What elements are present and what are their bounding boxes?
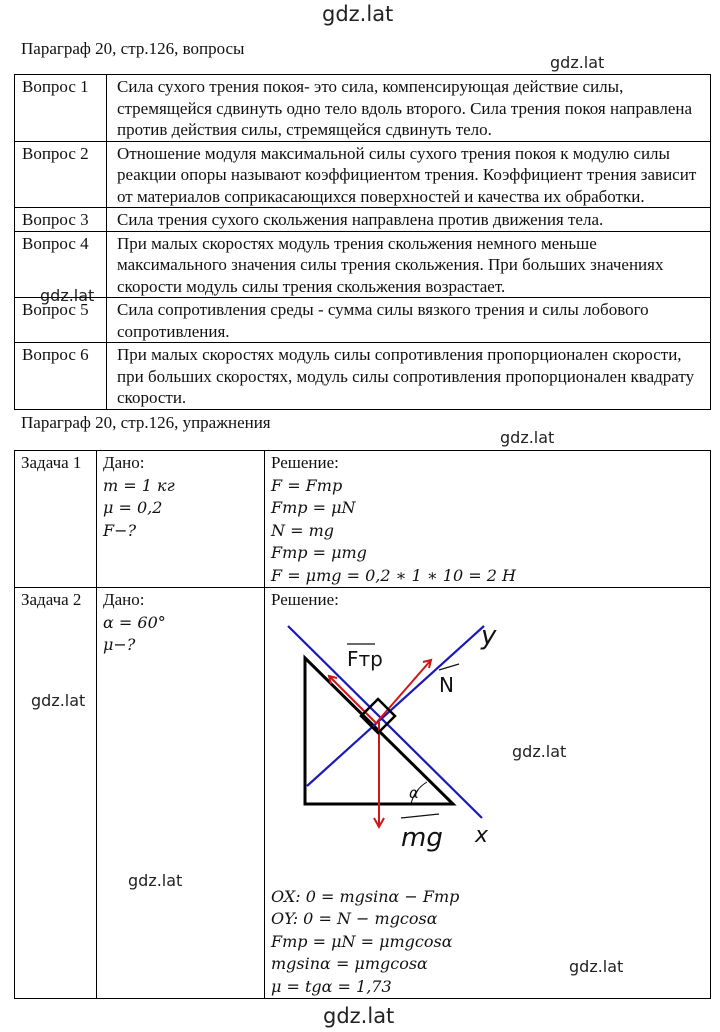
section-title-questions: Параграф 20, стр.126, вопросы — [21, 39, 245, 58]
solution-line: mgsinα = μmgcosα — [271, 954, 428, 973]
task-solution — [265, 451, 711, 588]
given-title: Дано: — [103, 590, 145, 609]
watermark: gdz.lat — [500, 428, 555, 447]
tasks-table — [14, 450, 711, 999]
table-row — [15, 208, 711, 232]
solution-line: F = Fтр — [271, 475, 343, 495]
questions-table — [14, 74, 711, 410]
task-label: Задача 1 — [15, 451, 97, 588]
solution-line: μ = tgα = 1,73 — [271, 976, 392, 996]
solution-line: Fтр = μmg — [271, 543, 367, 562]
table-row — [15, 75, 711, 142]
question-answer: При малых скоростях модуль трения скольжения немного меньше максимального значения силы трения скольжения. При больших значениях скорости модуль силы трения скольжения возрастает. — [107, 231, 711, 298]
table-row — [15, 141, 711, 208]
y-axis-line — [307, 626, 484, 786]
solution-title: Решение: — [271, 590, 339, 609]
question-label: Вопрос 2 — [15, 141, 107, 208]
given-line: m = 1 кг — [103, 475, 175, 495]
table-row — [15, 298, 711, 343]
watermark: gdz.lat — [128, 871, 183, 890]
solution-line: Fтр = μN — [271, 498, 356, 517]
solution-line: Fтр = μN = μmgcosα — [271, 931, 453, 951]
solution-line: OX: 0 = mgsinα − Fтр — [271, 886, 460, 906]
watermark: gdz.lat — [550, 53, 605, 72]
given-line: F−? — [103, 520, 137, 540]
y-axis-label: y — [481, 620, 497, 651]
question-label: Вопрос 4 — [15, 231, 107, 298]
solution-equations — [271, 886, 705, 999]
task-given — [97, 451, 265, 588]
angle-label: α — [409, 783, 419, 802]
question-answer: Сила сухого трения покоя- это сила, компенсирующая действие силы, стремящейся сдвинуть одно тело вдоль второго. Сила трения покоя направлена против действия силы, стремящейся сдвинуть тело. — [107, 75, 711, 142]
watermark: gdz.lat — [569, 957, 624, 976]
given-line: α = 60° — [103, 612, 166, 632]
table-row — [15, 451, 711, 588]
solution-title: Решение: — [271, 453, 339, 472]
question-answer: При малых скоростях модуль силы сопротивления пропорционален скорости, при больших скоростях, модуль силы сопротивления пропорционален квадрату скорости. — [107, 343, 711, 410]
question-label: Вопрос 1 — [15, 75, 107, 142]
watermark: gdz.lat — [31, 691, 86, 710]
task-given — [97, 588, 265, 999]
watermark-top: gdz.lat — [322, 2, 394, 26]
watermark: gdz.lat — [512, 742, 567, 761]
watermark-bottom: gdz.lat — [323, 1004, 395, 1028]
watermark: gdz.lat — [40, 286, 95, 305]
section-title-exercises: Параграф 20, стр.126, упражнения — [21, 413, 271, 432]
normal-force-arrow — [377, 660, 431, 722]
table-row — [15, 343, 711, 410]
x-axis-label: x — [475, 822, 489, 848]
solution-line: F = μmg = 0,2 ∗ 1 ∗ 10 = 2 Н — [271, 565, 516, 585]
given-line: μ = 0,2 — [103, 498, 163, 517]
question-label: Вопрос 3 — [15, 208, 107, 232]
question-answer: Сила сопротивления среды - сумма силы вязкого трения и силы лобового сопротивления. — [107, 298, 711, 343]
table-row — [15, 588, 711, 999]
table-row — [15, 231, 711, 298]
normal-label: N — [439, 672, 454, 697]
given-line: μ−? — [103, 635, 136, 654]
given-title: Дано: — [103, 453, 145, 472]
gravity-label: mg — [401, 822, 443, 853]
solution-line: OY: 0 = N − mgcosα — [271, 909, 438, 928]
friction-force-arrow — [329, 676, 377, 724]
solution-line: N = mg — [271, 520, 334, 540]
force-diagram — [279, 614, 529, 856]
task-solution — [265, 588, 711, 999]
task-label: Задача 2 — [15, 588, 97, 999]
question-answer: Отношение модуля максимальной силы сухого трения покоя к модулю силы реакции опоры называют коэффициентом трения. Коэффициент трения зависит от материалов соприкасающихся поверхностей и качества их обработки. — [107, 141, 711, 208]
question-label: Вопрос 6 — [15, 343, 107, 410]
question-answer: Сила трения сухого скольжения направлена против движения тела. — [107, 208, 711, 232]
friction-label: Fтр — [347, 646, 383, 671]
question-label: Вопрос 5 — [15, 298, 107, 343]
